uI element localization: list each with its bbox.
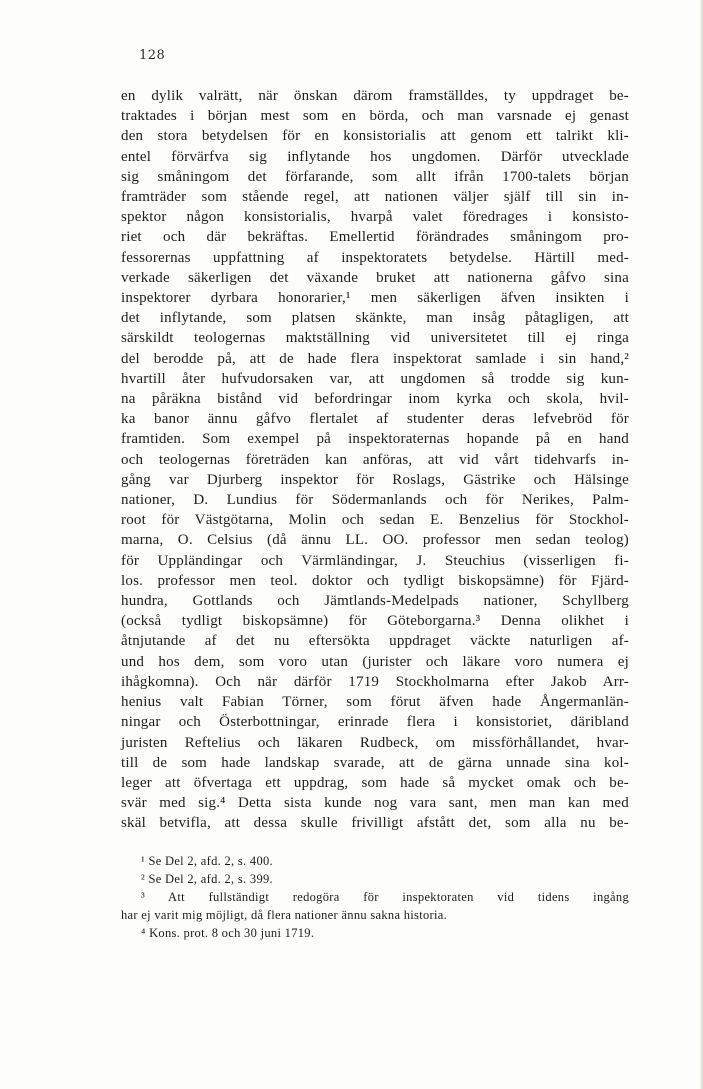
footnote: ³ Att fullständigt redogöra för inspektoraten vid tidens ingång <box>141 890 629 904</box>
text-line: und hos dem, som voro utan (jurister och läkare voro numera ej <box>121 653 629 670</box>
text-line: marna, O. Celsius (då ännu LL. OO. professor men sedan teolog) <box>121 532 629 549</box>
text-line: spektor någon konsistorialis, hvarpå valet föredrages i konsisto- <box>121 209 629 226</box>
text-line: riet och där bekräftas. Emellertid förändrades småningom pro- <box>121 229 629 246</box>
footnote-continuation: har ej varit mig möjligt, då flera nationer ännu sakna historia. <box>121 908 448 922</box>
text-line: inspektorer dyrbara honorarier,¹ men säkerligen äfven insikten i <box>121 290 629 307</box>
text-line: entel förvärfva sig inflytande hos ungdomen. Därför utvecklade <box>121 148 629 165</box>
text-line: del berodde på, att de hade flera inspektorat samlade i sin hand,² <box>121 350 629 367</box>
text-line: hundra, Gottlands och Jämtlands-Medelpads nationer, Schyllberg <box>121 593 629 610</box>
text-line: leger att öfvertaga ett uppdrag, som hade så mycket omak och be- <box>121 774 629 791</box>
text-line: verkade säkerligen det växande bruket att nationerna gåfvo sina <box>121 269 629 286</box>
footnote: ⁴ Kons. prot. 8 och 30 juni 1719. <box>141 926 315 940</box>
text-line: framtiden. Som exempel på inspektoraternas hopande på en hand <box>121 431 629 448</box>
text-line: åtnjutande af det nu eftersökta uppdraget väckte naturligen af- <box>121 633 629 650</box>
text-line: svär med sig.⁴ Detta sista kunde nog vara sant, men man kan med <box>121 795 629 812</box>
text-line: traktades i början mest som en börda, och man varsnade ej genast <box>121 108 629 125</box>
text-line: fessorernas uppfattning af inspektoratets betydelse. Härtill med- <box>121 249 629 266</box>
text-line: ka banor ännu gåfvo flertalet af studenter deras lefvebröd för <box>121 411 629 428</box>
text-line: den stora betydelsen för en konsistorialis att genom ett talrikt kli- <box>121 128 629 145</box>
text-line: hvartill åter hufvudorsaken var, att ungdomen så trodde sig kun- <box>121 370 629 387</box>
text-line: ihågkomna). Och när därför 1719 Stockholmarna efter Jakob Arr- <box>121 673 629 690</box>
body-text <box>121 86 629 834</box>
footnotes <box>121 852 629 942</box>
text-line: framträder som stående regel, att nationen väljer själf till sin in- <box>121 189 629 206</box>
page-number: 128 <box>139 48 166 63</box>
text-line: los. professor men teol. doktor och tydligt biskopsämne) för Fjärd- <box>121 572 629 589</box>
text-line: sig småningom det förfarande, som allt ifrån 1700-talets början <box>121 168 629 185</box>
text-line: juristen Reftelius och läkaren Rudbeck, om missförhållandet, hvar- <box>121 734 629 751</box>
text-line: na påräkna bistånd vid befordringar inom kyrka och skola, hvil- <box>121 391 629 408</box>
footnote: ¹ Se Del 2, afd. 2, s. 400. <box>141 854 273 868</box>
text-line: nationer, D. Lundius för Södermanlands och för Nerikes, Palm- <box>121 492 629 509</box>
text-line: skäl betvifla, att dessa skulle frivilligt afstått det, som alla nu be- <box>121 815 629 832</box>
text-line: ningar och Österbottningar, erinrade flera i konsistoriet, däribland <box>121 714 629 731</box>
text-line: till de som hade landskap svarade, att de gärna unnade sina kol- <box>121 754 629 771</box>
text-line: och teologernas företräden kan anföras, att vid vårt tidehvarfs in- <box>121 451 629 468</box>
text-line: särskildt teologernas maktställning vid universitetet till ej ringa <box>121 330 629 347</box>
text-line: en dylik valrätt, när önskan därom framställdes, ty uppdraget be- <box>121 88 629 104</box>
footnote: ² Se Del 2, afd. 2, s. 399. <box>141 872 273 886</box>
text-line: root för Västgötarna, Molin och sedan E. Benzelius för Stockhol- <box>121 512 629 529</box>
text-line: (också tydligt biskopsämne) för Göteborgarna.³ Denna olikhet i <box>121 613 629 630</box>
text-line: gång var Djurberg inspektor för Roslags, Gästrike och Hälsinge <box>121 471 629 488</box>
text-line: henius valt Fabian Törner, som förut äfven hade Ångermanlän- <box>121 694 629 711</box>
text-line: för Uppländingar och Värmländingar, J. Steuchius (visserligen fi- <box>121 552 629 569</box>
text-line: det inflytande, som platsen skänkte, man insåg påtagligen, att <box>121 310 629 327</box>
